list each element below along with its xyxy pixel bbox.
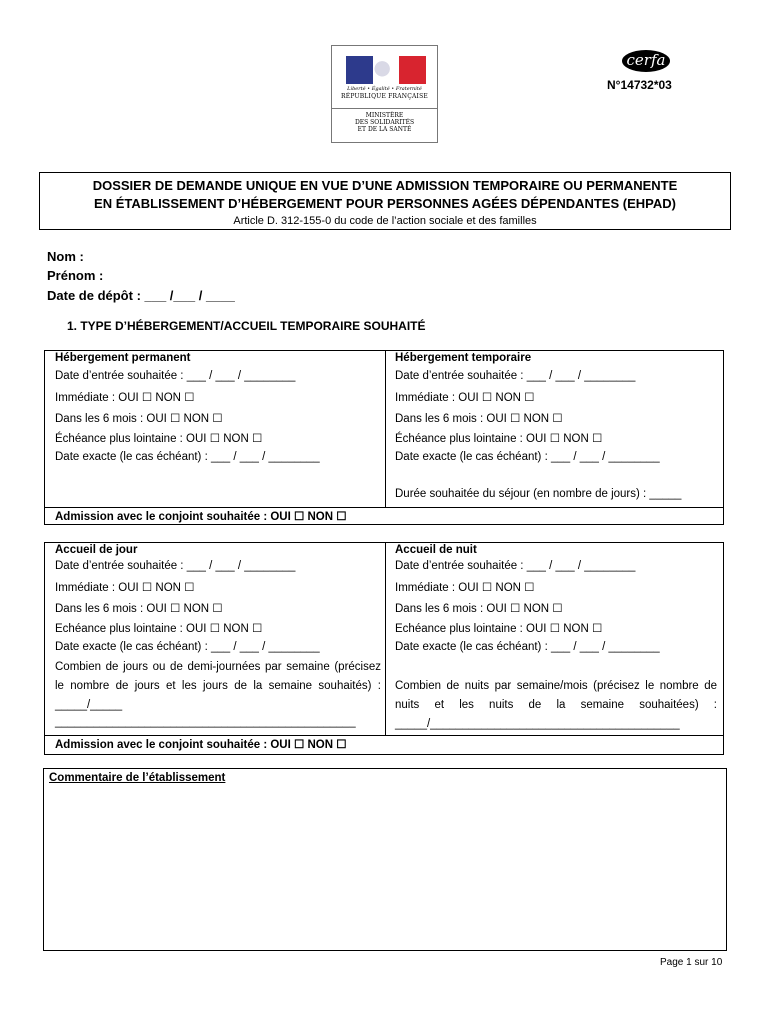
- logo-motto: Liberté • Égalité • Fraternité: [347, 86, 422, 92]
- commentaire-box[interactable]: [43, 768, 727, 951]
- temp-echeance[interactable]: Échéance plus lointaine : OUI ☐ NON ☐: [395, 433, 603, 445]
- title-line-1: DOSSIER DE DEMANDE UNIQUE EN VUE D’UNE ADMISSION TEMPORAIRE OU PERMANENTE: [92, 178, 678, 193]
- cerfa-logo: cerfa: [622, 50, 670, 72]
- page-number: Page 1 sur 10: [660, 957, 723, 968]
- temp-six-mois[interactable]: Dans les 6 mois : OUI ☐ NON ☐: [395, 413, 563, 425]
- temp-immediate[interactable]: Immédiate : OUI ☐ NON ☐: [395, 392, 535, 404]
- temp-duree-sejour[interactable]: Durée souhaitée du séjour (en nombre de jours) : _____: [395, 488, 682, 500]
- logo-ministry: MINISTÈRE DES SOLIDARITÉS ET DE LA SANTÉ: [354, 112, 415, 133]
- perm-date-exacte[interactable]: Date exacte (le cas échéant) : ___ / ___ / ________: [55, 451, 320, 463]
- temp-date-entree[interactable]: Date d’entrée souhaitée : ___ / ___ / ________: [395, 370, 636, 382]
- cerfa-number: N°14732*03: [607, 78, 672, 92]
- nuit-combien[interactable]: Combien de nuits par semaine/mois (précisez le nombre de nuits et les nuits de la semaine souhaitées) : _____/_______________________________________: [395, 680, 717, 730]
- title-line-2: EN ÉTABLISSEMENT D’HÉBERGEMENT POUR PERSONNES AGÉES DÉPENDANTES (EHPAD): [94, 196, 676, 211]
- perm-six-mois[interactable]: Dans les 6 mois : OUI ☐ NON ☐: [55, 413, 223, 425]
- header-hebergement-temporaire: Hébergement temporaire: [395, 352, 532, 364]
- perm-date-entree[interactable]: Date d’entrée souhaitée : ___ / ___ / ________: [55, 370, 296, 382]
- commentaire-title: Commentaire de l’établissement: [49, 772, 226, 784]
- prenom-field[interactable]: Prénom :: [47, 268, 104, 283]
- header-hebergement-permanent: Hébergement permanent: [55, 352, 191, 364]
- table-accueil: [44, 542, 724, 755]
- tricolor-flag-icon: [346, 56, 426, 84]
- table-hebergement: [44, 350, 724, 525]
- nuit-echeance[interactable]: Echéance plus lointaine : OUI ☐ NON ☐: [395, 623, 603, 635]
- jour-immediate[interactable]: Immédiate : OUI ☐ NON ☐: [55, 582, 195, 594]
- nom-field[interactable]: Nom :: [47, 249, 84, 264]
- temp-date-exacte[interactable]: Date exacte (le cas échéant) : ___ / ___ / ________: [395, 451, 660, 463]
- jour-date-exacte[interactable]: Date exacte (le cas échéant) : ___ / ___ / ________: [55, 641, 320, 653]
- admission-conjoint-2[interactable]: Admission avec le conjoint souhaitée : OUI ☐ NON ☐: [55, 739, 347, 751]
- nuit-six-mois[interactable]: Dans les 6 mois : OUI ☐ NON ☐: [395, 603, 563, 615]
- title-box: [39, 172, 731, 230]
- date-depot-field[interactable]: Date de dépôt : ___ /___ / ____: [47, 288, 235, 303]
- jour-date-entree[interactable]: Date d’entrée souhaitée : ___ / ___ / ________: [55, 560, 296, 572]
- jour-echeance[interactable]: Echéance plus lointaine : OUI ☐ NON ☐: [55, 623, 263, 635]
- nuit-date-exacte[interactable]: Date exacte (le cas échéant) : ___ / ___ / ________: [395, 641, 660, 653]
- jour-underline[interactable]: _______________________________________________: [55, 716, 356, 728]
- republique-francaise-logo: [331, 45, 438, 143]
- logo-republique: RÉPUBLIQUE FRANÇAISE: [341, 93, 428, 100]
- section-1-title: 1. TYPE D’HÉBERGEMENT/ACCUEIL TEMPORAIRE SOUHAITÉ: [67, 319, 426, 333]
- nuit-date-entree[interactable]: Date d’entrée souhaitée : ___ / ___ / ________: [395, 560, 636, 572]
- header-accueil-nuit: Accueil de nuit: [395, 544, 477, 556]
- jour-six-mois[interactable]: Dans les 6 mois : OUI ☐ NON ☐: [55, 603, 223, 615]
- perm-echeance[interactable]: Échéance plus lointaine : OUI ☐ NON ☐: [55, 433, 263, 445]
- nuit-immediate[interactable]: Immédiate : OUI ☐ NON ☐: [395, 582, 535, 594]
- header-accueil-jour: Accueil de jour: [55, 544, 138, 556]
- admission-conjoint-1[interactable]: Admission avec le conjoint souhaitée : OUI ☐ NON ☐: [55, 511, 347, 523]
- jour-combien[interactable]: Combien de jours ou de demi-journées par semaine (précisez le nombre de jours et les jours de la semaine souhaités) : _____/_____: [55, 661, 381, 711]
- title-article: Article D. 312-155-0 du code de l’action sociale et des familles: [233, 215, 537, 227]
- perm-immediate[interactable]: Immédiate : OUI ☐ NON ☐: [55, 392, 195, 404]
